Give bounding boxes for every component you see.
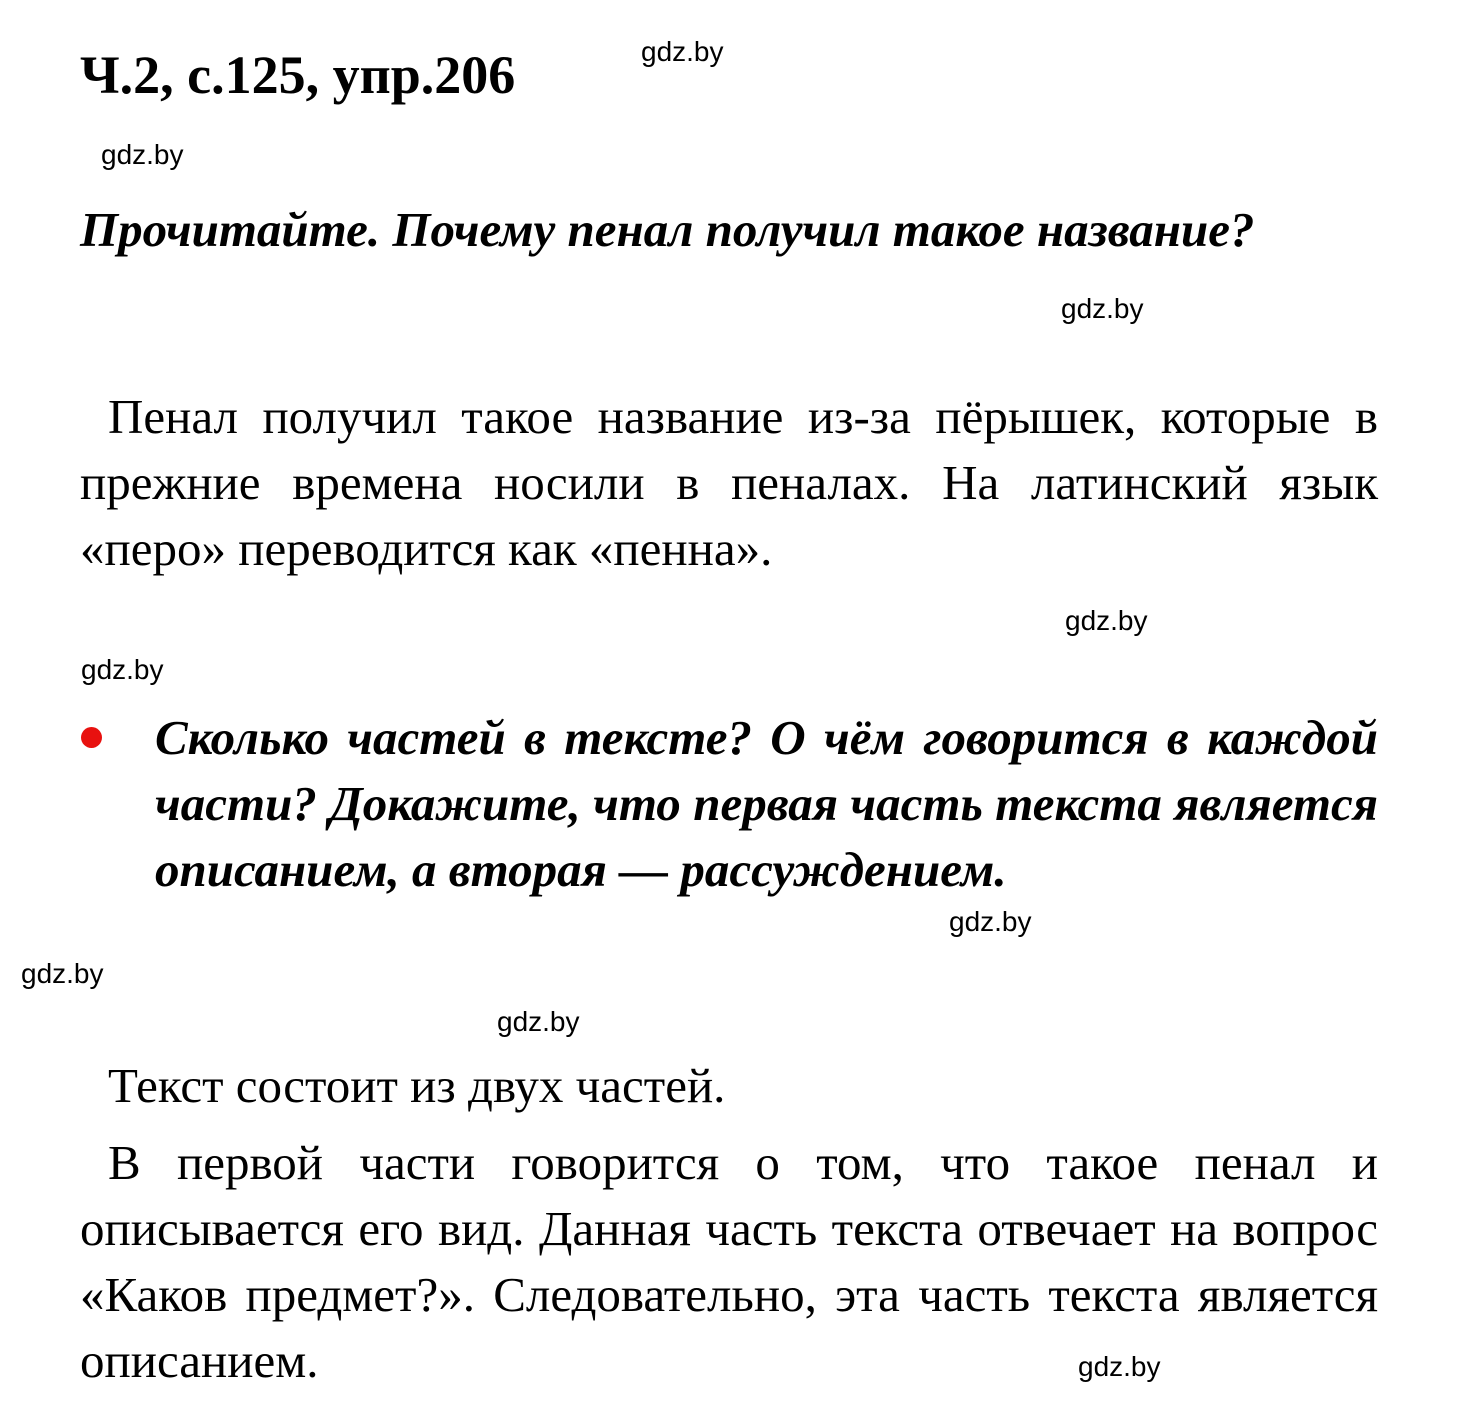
answer-paragraph-2: Текст состоит из двух частей. [108, 1058, 726, 1113]
red-bullet-icon [81, 727, 102, 748]
page-title: Ч.2, с.125, упр.206 [80, 45, 516, 105]
watermark: gdz.by [1061, 293, 1144, 324]
task-question-2: Сколько частей в тексте? О чём говорится в каждой части? Докажите, что первая часть текста является описанием, а вторая — рассуждением. [155, 710, 1378, 897]
watermark: gdz.by [1078, 1351, 1161, 1382]
watermark: gdz.by [497, 1006, 580, 1037]
watermark: gdz.by [81, 654, 164, 685]
watermark: gdz.by [101, 139, 184, 170]
task-question-1: Прочитайте. Почему пенал получил такое название? [80, 202, 1255, 257]
watermark: gdz.by [641, 36, 724, 67]
answer-paragraph-1: Пенал получил такое название из-за пёрышек, которые в прежние времена носили в пеналах. На латинский язык «перо» переводится как «пенна». [80, 389, 1378, 576]
watermark: gdz.by [1065, 605, 1148, 636]
watermark: gdz.by [21, 958, 104, 989]
watermark: gdz.by [949, 906, 1032, 937]
answer-paragraph-3: В первой части говорится о том, что такое пенал и описывается его вид. Данная часть текста отвечает на вопрос «Каков предмет?». Следовательно, эта часть текста является описанием. [80, 1135, 1378, 1388]
